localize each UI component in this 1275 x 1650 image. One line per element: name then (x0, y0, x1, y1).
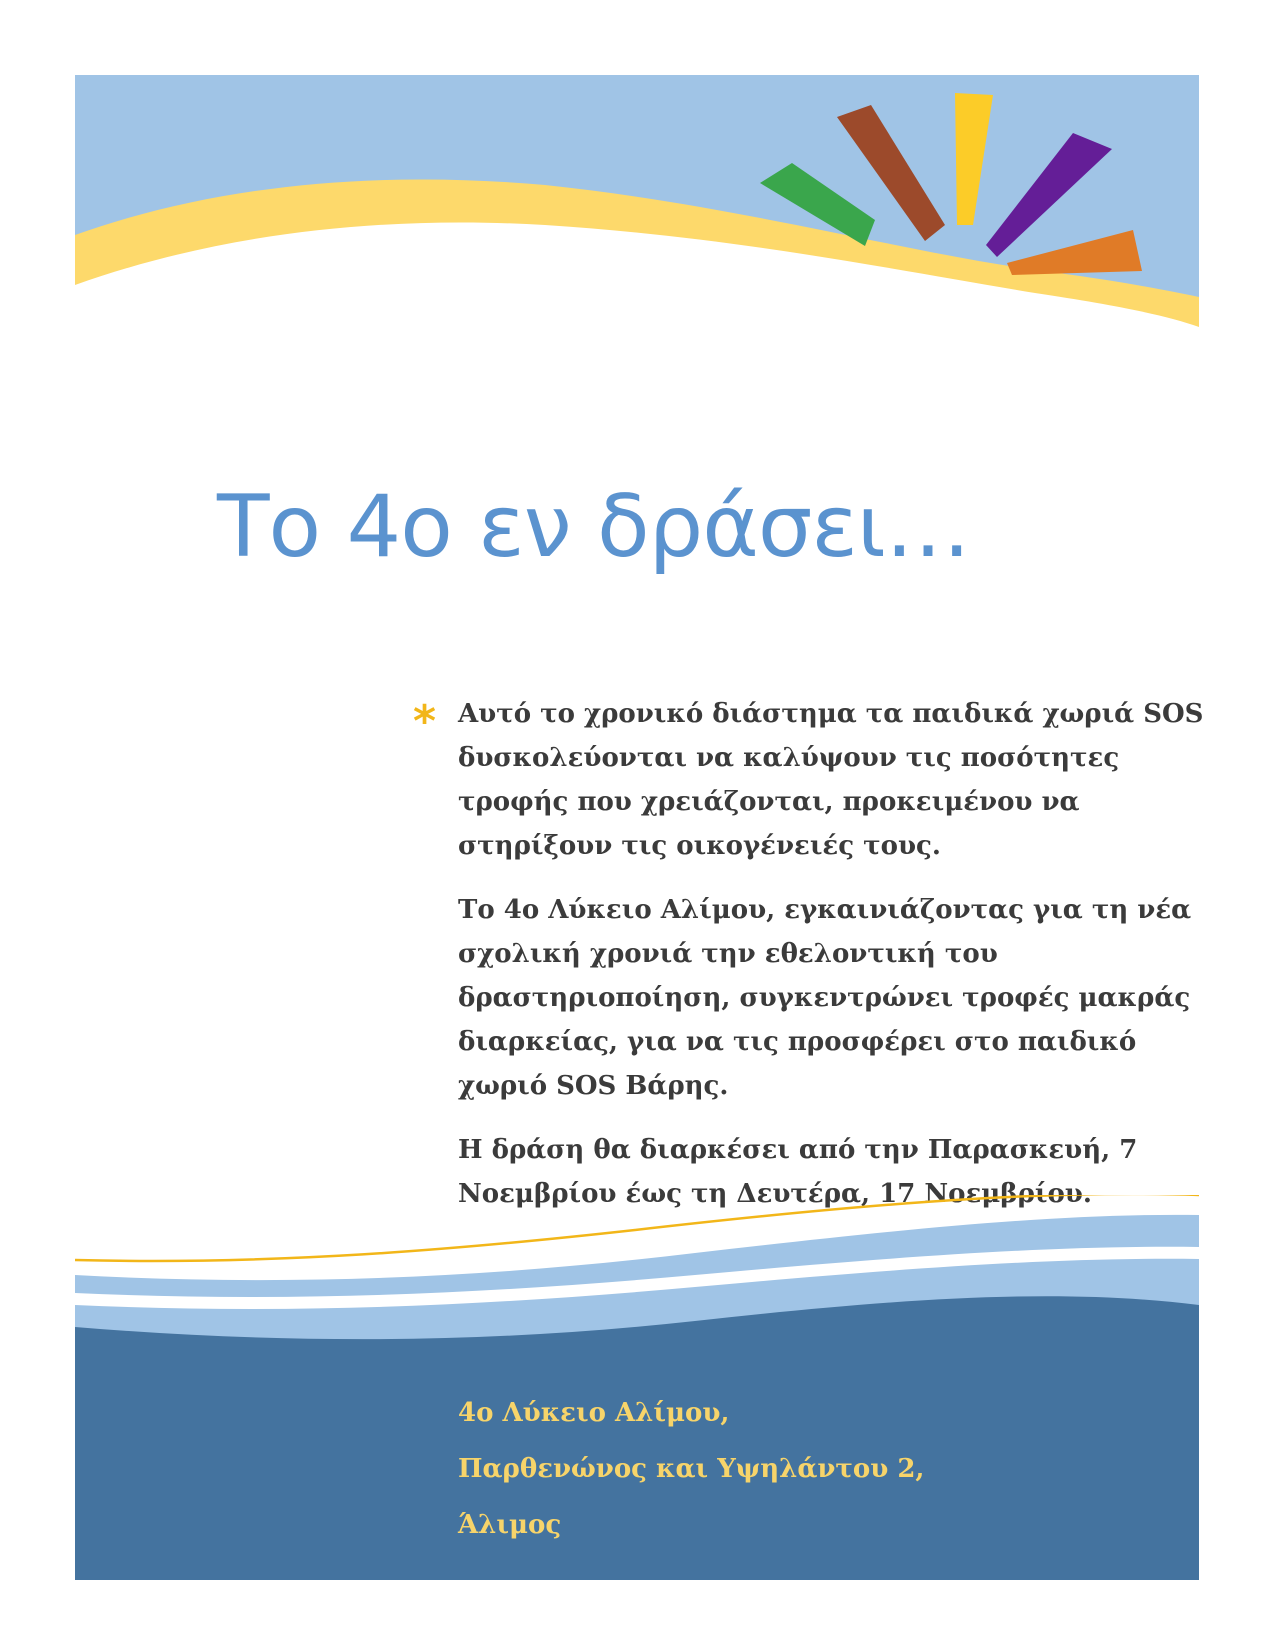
address-street: Παρθενώνος και Υψηλάντου 2, (458, 1454, 925, 1484)
address-city: Άλιμος (458, 1510, 562, 1540)
address-school: 4ο Λύκειο Αλίμου, (458, 1398, 730, 1428)
bullet-asterisk-icon: * (413, 696, 437, 747)
page-title: Το 4ο εν δράσει… (217, 477, 971, 577)
paragraph-2: Το 4ο Λύκειο Αλίμου, εγκαινιάζοντας για τη νέα σχολική χρονιά την εθελοντική του δραστηριοποίηση, συγκεντρώνει τροφές μακράς διαρκείας, για να τις προσφέρει στο παιδικό χωριό SOS Βάρης. (458, 895, 1192, 1101)
address-block (458, 1385, 924, 1553)
header-banner (75, 75, 1199, 345)
paragraph-1: Αυτό το χρονικό διάστημα τα παιδικά χωριά SOS δυσκολεύονται να καλύψουν τις ποσότητες τροφής που χρειάζονται, προκειμένου να στηρίξουν τις οικογένειές τους. (458, 699, 1204, 861)
paragraph-3: Η δράση θα διαρκέσει από την Παρασκευή, 7 Νοεμβρίου έως τη Δευτέρα, 17 Νοεμβρίου. (458, 1135, 1138, 1209)
body-text (458, 692, 1218, 1236)
